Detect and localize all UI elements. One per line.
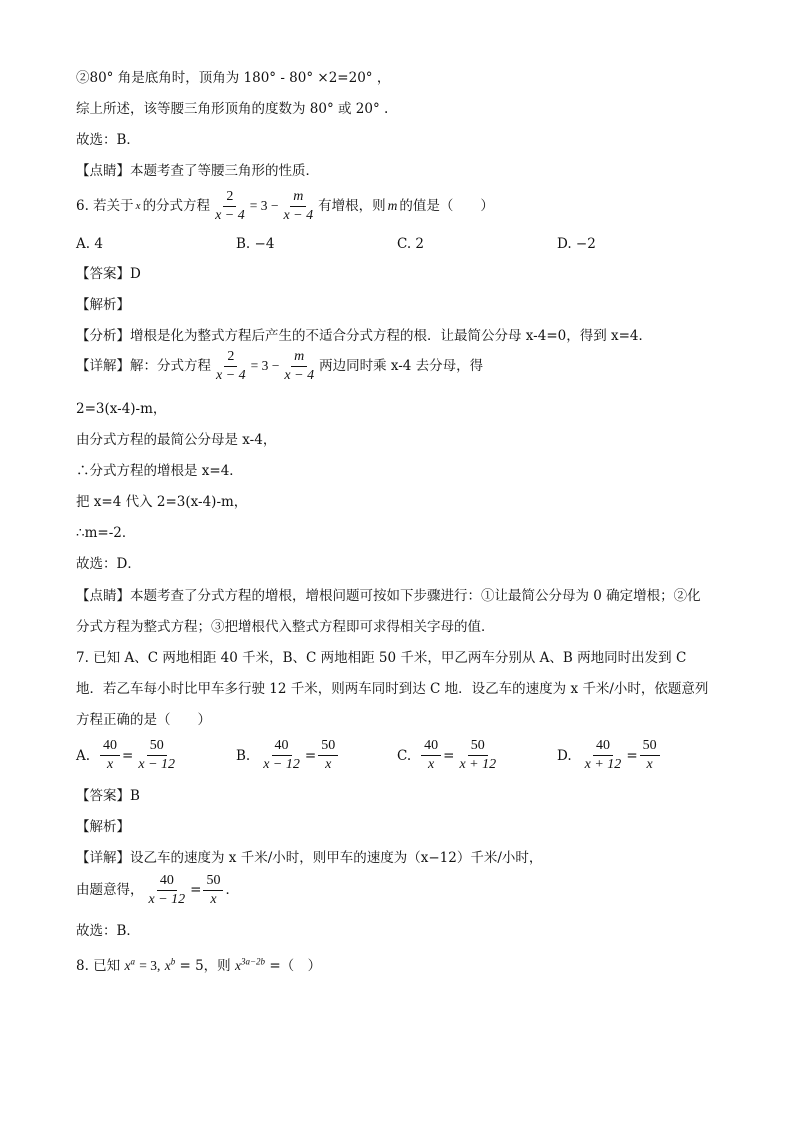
p5-line-1: ②80° 角是底角时，顶角为 180° - 80° ×2=20° ， — [76, 70, 391, 86]
q6-analysis-heading: 【解析】 — [76, 297, 130, 313]
q6-step-3: ∴分式方程的增根是 x=4． — [76, 463, 243, 479]
q7-a-ln: 40 — [100, 738, 120, 756]
q6-detail-f1-num: 2 — [224, 349, 237, 367]
q7-b-rn: 50 — [318, 738, 338, 756]
q6-var-x: x — [135, 200, 141, 212]
q7-by-ld: x − 12 — [148, 891, 186, 907]
q7-c-eq: = — [443, 747, 455, 764]
q6-detail-fraction-1 — [213, 349, 249, 384]
q7-a-right-fraction — [135, 738, 178, 773]
q7-choose: 故选：B． — [76, 923, 140, 939]
q7-a-rd: x − 12 — [138, 757, 176, 772]
q8-mid2: = 5，则 — [179, 958, 231, 974]
q7-b-eq: = — [304, 747, 317, 764]
q6-option-c: C. 2 — [397, 236, 425, 252]
q7-by-rd: x — [210, 891, 217, 907]
q6-prefix: 6. 若关于 — [76, 198, 134, 214]
q7-stem-3: 方程正确的是（ ） — [76, 712, 211, 728]
q6-detail-f1-den: x − 4 — [216, 367, 246, 383]
q7-c-rn: 50 — [468, 738, 488, 756]
q7-option-a-label: A. — [76, 747, 91, 764]
q7-c-rd: x + 12 — [459, 757, 497, 772]
q6-eq: = 3 − — [249, 198, 279, 213]
q7-d-rn: 50 — [640, 738, 660, 756]
p5-line-3: 故选：B． — [76, 132, 140, 148]
q8-x1: x — [124, 958, 131, 973]
q7-stem-1: 7. 已知 A、C 两地相距 40 千米，B、C 两地相距 50 千米，甲乙两车分别从 A、B 两地同时出发到 C — [76, 650, 687, 666]
q7-b-rd: x — [325, 757, 332, 772]
q7-c-ln: 40 — [421, 738, 441, 756]
q6-detail-eq: = 3 − — [250, 358, 280, 373]
q6-detail-prefix: 【详解】解：分式方程 — [76, 358, 211, 374]
q7-detail: 【详解】设乙车的速度为 x 千米/小时，则甲车的速度为（x−12）千米/小时， — [76, 850, 543, 866]
q8-exp-combined: 3a−2b — [240, 956, 266, 967]
q7-by-end: ． — [225, 882, 239, 898]
q6-f1-den: x − 4 — [215, 207, 245, 223]
q7-a-eq: = — [122, 747, 134, 764]
q7-d-eq: = — [626, 747, 638, 764]
q6-f2-num: m — [290, 189, 306, 207]
q6-stem — [76, 188, 494, 224]
q7-by-equation — [76, 870, 239, 910]
q7-d-rd: x — [646, 757, 653, 772]
q7-option-b — [236, 738, 340, 773]
q7-by-right-fraction — [203, 873, 223, 908]
q6-detail — [76, 348, 483, 384]
q7-b-right-fraction — [318, 738, 338, 773]
q6-step-4: 把 x=4 代入 2=3(x-4)-m， — [76, 494, 248, 510]
q7-answer: 【答案】B — [76, 788, 140, 804]
q8-stem — [76, 955, 321, 977]
q7-c-left-fraction — [421, 738, 441, 773]
q7-d-ld: x + 12 — [584, 757, 622, 772]
q6-f1-num: 2 — [223, 189, 236, 207]
q8-prefix: 8. 已知 — [76, 958, 121, 974]
q7-a-ld: x — [106, 757, 114, 772]
q6-mid: 的分式方程 — [142, 198, 211, 214]
q6-detail-f2-den: x − 4 — [284, 367, 315, 383]
q7-d-left-fraction — [582, 738, 625, 773]
q7-option-d — [557, 738, 662, 773]
q6-answer: 【答案】D — [76, 266, 141, 282]
q7-c-ld: x — [428, 757, 435, 772]
q7-a-left-fraction — [100, 738, 120, 773]
q6-option-b: B. −4 — [236, 236, 275, 252]
q6-step-1: 2=3(x-4)-m， — [76, 401, 167, 417]
q7-option-c — [397, 738, 501, 773]
q6-after: 有增根，则 — [318, 198, 386, 214]
q6-fraction-2 — [280, 189, 316, 224]
q7-b-ln: 40 — [272, 738, 292, 756]
q6-comment-1: 【点睛】本题考查了分式方程的增根，增根问题可按如下步骤进行：①让最简公分母为 0 确定增根；②化 — [76, 588, 701, 604]
q7-by-left-fraction — [146, 873, 189, 908]
q6-f2-den: x − 4 — [283, 207, 314, 223]
q6-var-m: m — [387, 198, 398, 213]
q6-fenxi: 【分析】增根是化为整式方程后产生的不适合分式方程的根．让最简公分母 x-4=0，得到 x=4． — [76, 328, 653, 344]
q7-by-ln: 40 — [157, 873, 177, 891]
q7-option-c-label: C. — [397, 747, 412, 764]
q6-comment-2: 分式方程为整式方程；③把增根代入整式方程即可求得相关字母的值． — [76, 619, 495, 635]
q7-a-rn: 50 — [147, 738, 167, 756]
q8-mid1: = 3, — [139, 958, 161, 973]
q6-detail-f2-num: m — [291, 349, 307, 367]
q7-b-ld: x − 12 — [263, 757, 300, 772]
q8-x2: x — [164, 958, 171, 973]
q7-option-d-label: D. — [557, 747, 572, 764]
q6-step-6: 故选：D． — [76, 556, 141, 572]
q7-analysis-heading: 【解析】 — [76, 819, 130, 835]
q6-detail-fraction-2 — [281, 349, 317, 384]
q8-exp-a: a — [130, 956, 135, 967]
q6-step-5: ∴m=-2． — [76, 525, 136, 541]
q7-option-a — [76, 738, 180, 773]
q7-option-b-label: B. — [236, 747, 251, 764]
q7-d-ln: 40 — [593, 738, 613, 756]
p5-line-2: 综上所述，该等腰三角形顶角的度数为 80° 或 20° . — [76, 101, 389, 117]
q7-c-right-fraction — [456, 738, 499, 773]
q7-by-prefix: 由题意得， — [76, 882, 144, 898]
q6-tail: 的值是（ ） — [399, 198, 494, 214]
q7-by-eq: = — [190, 882, 202, 898]
q8-x3: x — [234, 958, 241, 973]
q7-d-right-fraction — [640, 738, 660, 773]
q6-option-d: D. −2 — [557, 236, 596, 252]
q8-tail: =（ ） — [269, 958, 322, 974]
p5-comment: 【点睛】本题考查了等腰三角形的性质． — [76, 163, 319, 179]
q7-by-rn: 50 — [203, 873, 223, 891]
q6-fraction-1 — [212, 189, 248, 224]
q6-step-2: 由分式方程的最简公分母是 x-4， — [76, 432, 277, 448]
q7-b-left-fraction — [260, 738, 303, 773]
q8-exp-b: b — [170, 956, 176, 967]
q7-stem-2: 地．若乙车每小时比甲车多行驶 12 千米，则两车同时到达 C 地．设乙车的速度为 x 千米/小时，依题意列 — [76, 681, 709, 697]
q6-option-a: A. 4 — [76, 236, 103, 252]
q6-detail-tail: 两边同时乘 x-4 去分母，得 — [319, 358, 484, 374]
